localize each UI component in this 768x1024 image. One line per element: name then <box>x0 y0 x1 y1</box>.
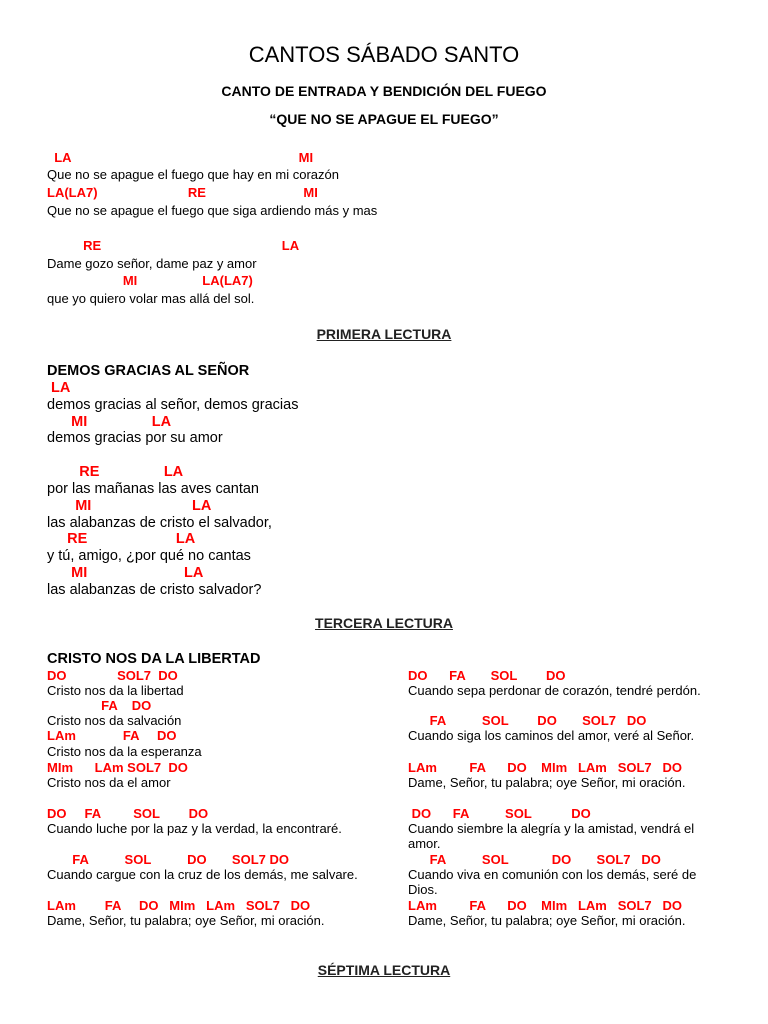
lyric-line: Cristo nos da salvación <box>47 713 182 728</box>
lyric-line: Que no se apague el fuego que hay en mi corazón <box>47 167 339 182</box>
chord-line: MI LA <box>47 414 172 430</box>
lyric-line: Cristo nos da el amor <box>47 775 171 790</box>
lyric-line: Cuando sepa perdonar de corazón, tendré perdón. <box>408 683 701 698</box>
chord-line: LAm FA DO MIm LAm SOL7 DO <box>47 898 311 913</box>
chord-line: DO FA SOL DO <box>408 806 591 821</box>
song-title-fuego: “QUE NO SE APAGUE EL FUEGO” <box>269 111 499 127</box>
lyric-line: demos gracias al señor, demos gracias <box>47 397 299 413</box>
chord-line: LAm FA DO <box>47 728 177 743</box>
chord-line: FA SOL DO SOL7 DO <box>408 713 647 728</box>
lyric-line: Cuando viva en comunión con los demás, seré de Dios. <box>408 867 697 897</box>
chord-line: FA DO <box>47 698 152 713</box>
chord-line: RE LA <box>47 238 300 253</box>
lyric-line: Cuando cargue con la cruz de los demás, me salvare. <box>47 867 358 882</box>
lyric-line: por las mañanas las aves cantan <box>47 481 259 497</box>
chord-line: MI LA(LA7) <box>47 273 253 288</box>
chord-line: MIm LAm SOL7 DO <box>47 760 188 775</box>
lyric-line: Cuando luche por la paz y la verdad, la encontraré. <box>47 821 342 836</box>
chord-line: LA MI <box>47 150 314 165</box>
chord-line: DO SOL7 DO <box>47 668 178 683</box>
chord-line: LA(LA7) RE MI <box>47 185 318 200</box>
chord-line: LA <box>47 380 71 396</box>
chord-line: RE LA <box>47 464 184 480</box>
chord-line: MI LA <box>47 565 204 581</box>
section-heading: SÉPTIMA LECTURA <box>317 962 451 978</box>
song-title: CRISTO NOS DA LA LIBERTAD <box>47 651 261 667</box>
lyric-line: Cristo nos da la libertad <box>47 683 184 698</box>
lyric-line: demos gracias por su amor <box>47 430 223 446</box>
chord-line: DO FA SOL DO <box>47 806 209 821</box>
lyric-line: Cuando siga los caminos del amor, veré al Señor. <box>408 728 695 743</box>
lyric-line: Dame, Señor, tu palabra; oye Señor, mi oración. <box>47 913 325 928</box>
lyric-line: Dame, Señor, tu palabra; oye Señor, mi oración. <box>408 913 686 928</box>
chord-line: FA SOL DO SOL7 DO <box>408 852 661 867</box>
lyric-line: Cristo nos da la esperanza <box>47 744 202 759</box>
lyric-line: Cuando siembre la alegría y la amistad, vendrá el amor. <box>408 821 695 851</box>
chord-line: FA SOL DO SOL7 DO <box>47 852 289 867</box>
song-title: DEMOS GRACIAS AL SEÑOR <box>47 363 250 379</box>
lyric-line: las alabanzas de cristo salvador? <box>47 582 262 598</box>
lyric-line: Dame, Señor, tu palabra; oye Señor, mi oración. <box>408 775 686 790</box>
chord-line: DO FA SOL DO <box>408 668 566 683</box>
lyric-line: que yo quiero volar mas allá del sol. <box>47 291 255 306</box>
section-heading: TERCERA LECTURA <box>315 615 453 631</box>
chord-line: LAm FA DO MIm LAm SOL7 DO <box>408 898 682 913</box>
lyric-line: Que no se apague el fuego que siga ardiendo más y mas <box>47 203 378 218</box>
chord-line: MI LA <box>47 498 212 514</box>
lyric-line: Dame gozo señor, dame paz y amor <box>47 256 257 271</box>
lyric-line: las alabanzas de cristo el salvador, <box>47 515 272 531</box>
lyric-line: y tú, amigo, ¿por qué no cantas <box>47 548 251 564</box>
chord-line: LAm FA DO MIm LAm SOL7 DO <box>408 760 682 775</box>
page-title: CANTOS SÁBADO SANTO <box>248 42 520 67</box>
subtitle: CANTO DE ENTRADA Y BENDICIÓN DEL FUEGO <box>221 83 547 99</box>
chord-line: RE LA <box>47 531 196 547</box>
section-heading: PRIMERA LECTURA <box>316 326 452 342</box>
